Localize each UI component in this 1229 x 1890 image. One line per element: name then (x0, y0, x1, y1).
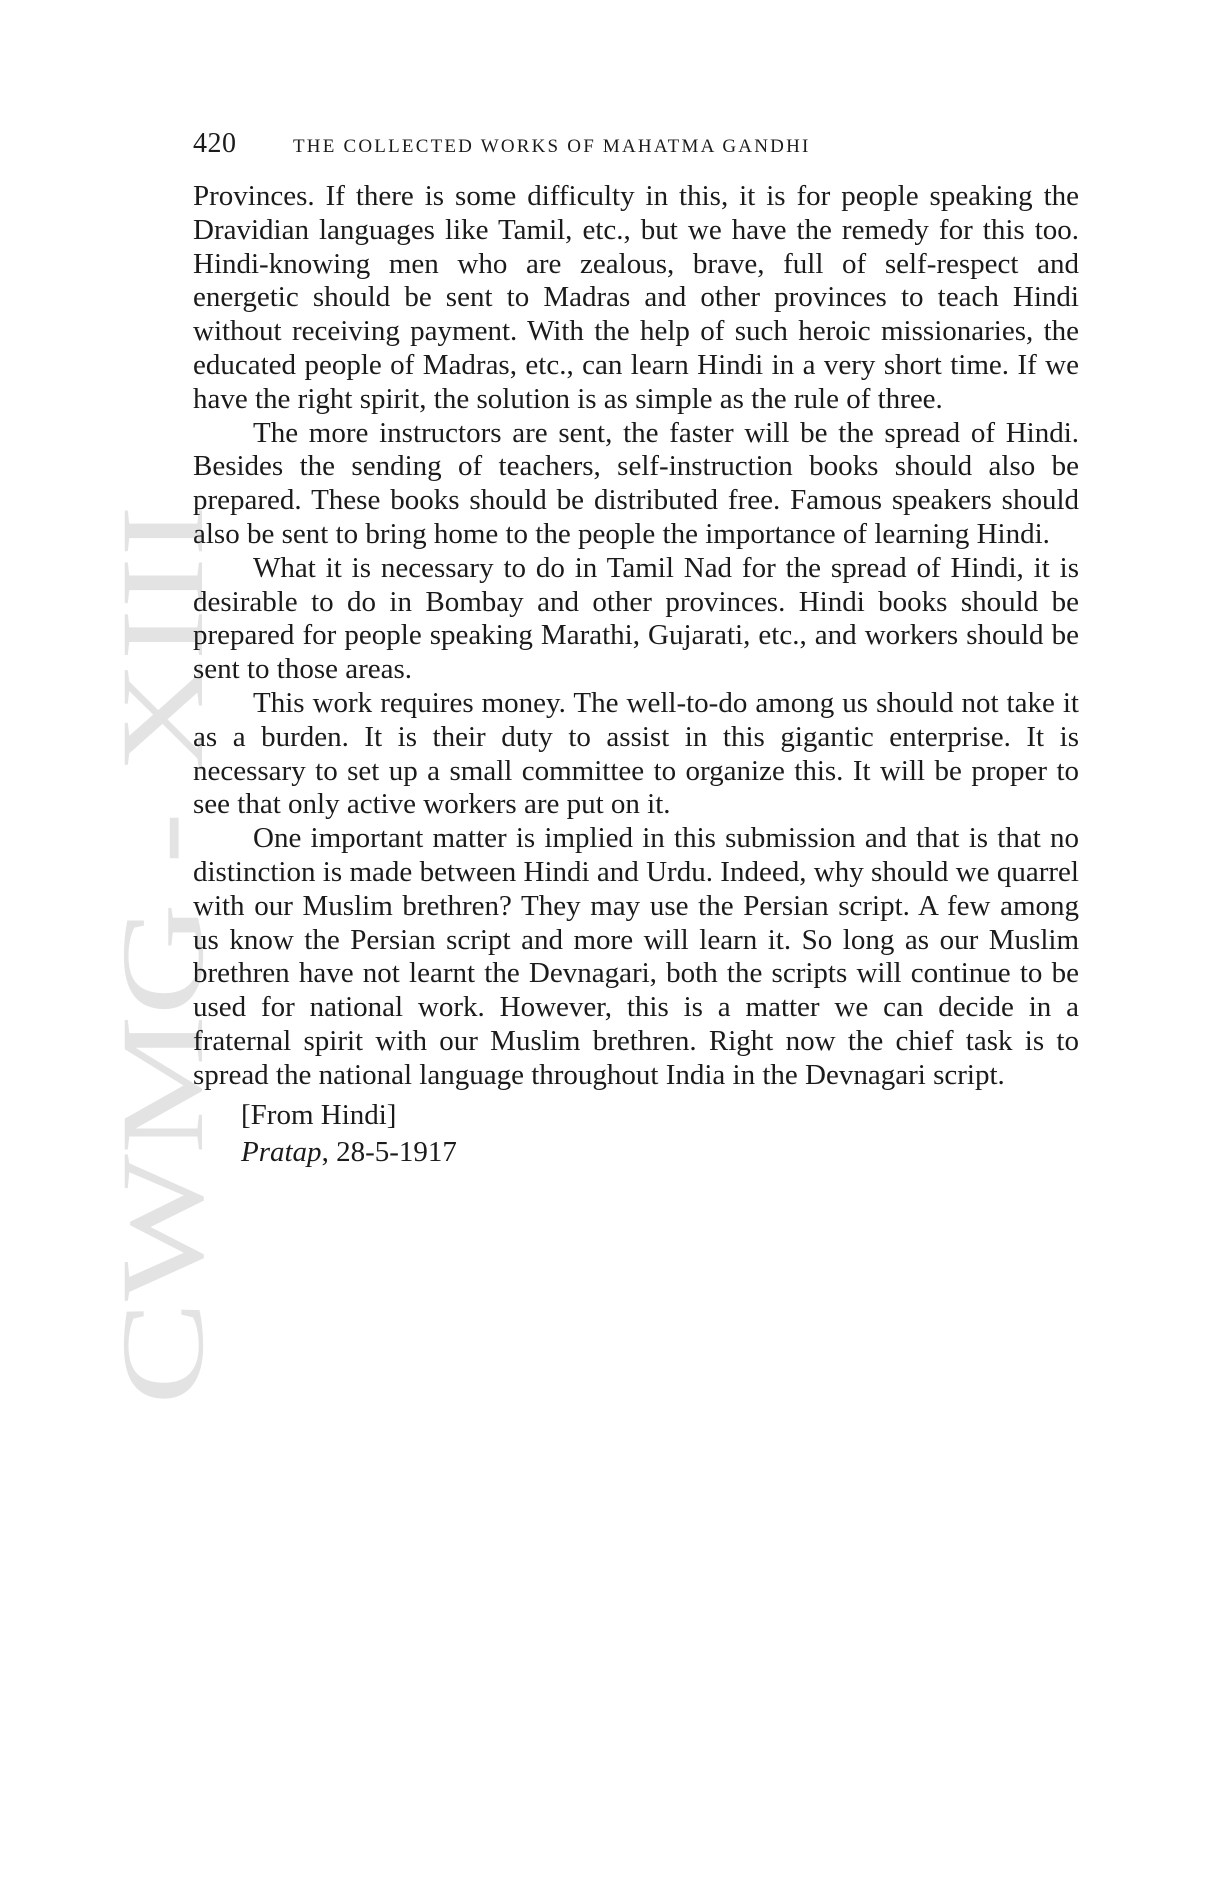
paragraph-4: This work requires money. The well-to-do among us should not take it as a burden. It is their duty to assist in this gigantic enterprise. It is necessary to set up a small committee to organize this. It will be proper to see that only active workers are put on it. (193, 686, 1079, 821)
page-number: 420 (193, 128, 237, 159)
citation (193, 1136, 1079, 1170)
paragraph-2: The more instructors are sent, the faster will be the spread of Hindi. Besides the sending of teachers, self-instruction books should also be prepared. These books should be distributed free. Famous speakers should also be sent to bring home to the people the importance of learning Hindi. (193, 416, 1079, 550)
paragraph-1: Provinces. If there is some difficulty in this, it is for people speaking the Dravidian languages like Tamil, etc., but we have the remedy for this too. Hindi-knowing men who are zealous, brave, full of self-respect and energetic should be sent to Madras and other provinces to teach Hindi without receiving payment. With the help of such heroic missionaries, the educated people of Madras, etc., can learn Hindi in a very short time. If we have the right spirit, the solution is as simple as the rule of three. (193, 180, 1079, 415)
book-page (193, 128, 1079, 1170)
citation-date: , 28-5-1917 (321, 1136, 457, 1169)
paragraph-3: What it is necessary to do in Tamil Nad for the spread of Hindi, it is desirable to do in Bombay and other provinces. Hindi books should be prepared for people speaking Marathi, Gujarati, etc., and workers should be sent to those areas. (193, 551, 1079, 686)
watermark-text: CWMG - XIII (97, 723, 228, 1405)
page-header (193, 128, 1079, 162)
body-text (193, 180, 1079, 1093)
paragraph-5: One important matter is implied in this submission and that is that no distinction is made between Hindi and Urdu. Indeed, why should we quarrel with our Muslim brethren? They may use the Persian script. A few among us know the Persian script and more will learn it. So long as our Muslim brethren have not learnt the Devnagari, both the scripts will continue to be used for national work. However, this is a matter we can decide in a fraternal spirit with our Muslim brethren. Right now the chief task is to spread the national language throughout India in the Devnagari script. (193, 822, 1079, 1091)
running-head: THE COLLECTED WORKS OF MAHATMA GANDHI (293, 136, 811, 157)
source-note: [From Hindi] (241, 1098, 397, 1131)
citation-publication: Pratap (241, 1136, 322, 1169)
